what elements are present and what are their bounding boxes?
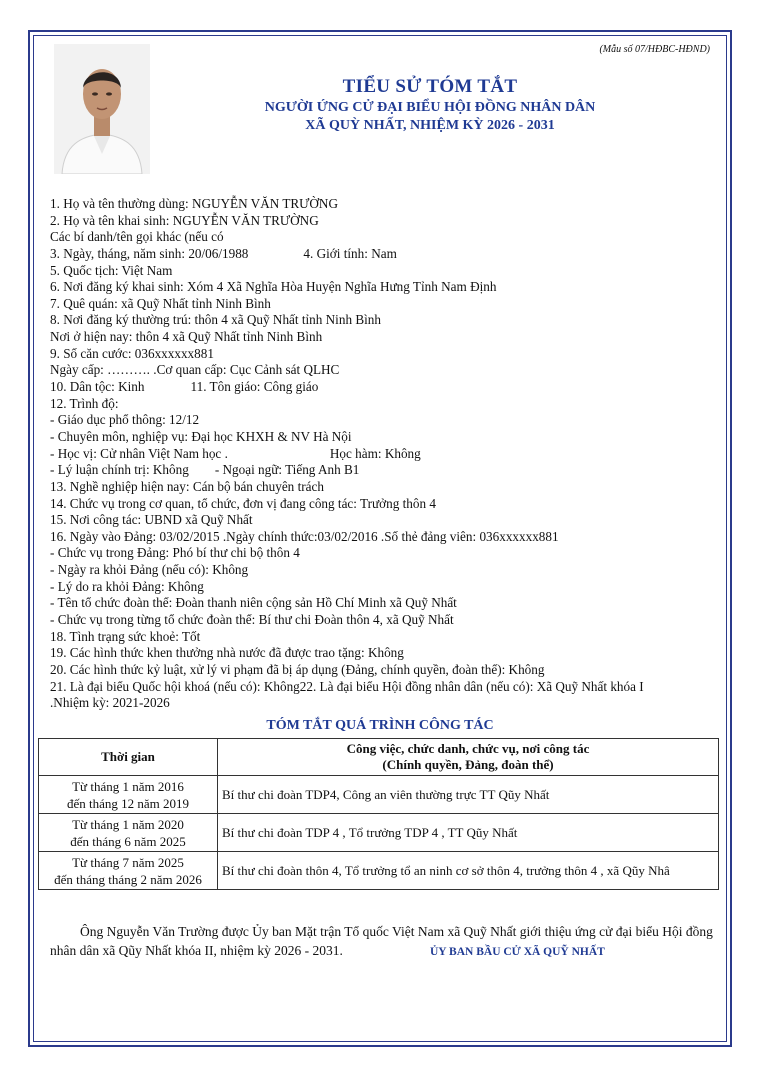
document-subtitle-2: XÃ QUỲ NHẤT, NHIỆM KỲ 2026 - 2031: [305, 118, 555, 133]
table-header-row: [39, 739, 719, 776]
field-birth-name: 2. Họ và tên khai sinh: NGUYỄN VĂN TRƯỜNG: [50, 212, 319, 228]
field-id-issue: Ngày cấp: ………. .Cơ quan cấp: Cục Cảnh sát QLHC: [50, 362, 340, 378]
biography-fields: [50, 196, 720, 712]
field-position: 14. Chức vụ trong cơ quan, tổ chức, đơn vị đang công tác: Trưởng thôn 4: [50, 495, 436, 511]
field-workplace: 15. Nơi công tác: UBND xã Quỹ Nhất: [50, 512, 253, 528]
field-permanent-residence: 8. Nơi đăng ký thường trú: thôn 4 xã Quỹ Nhất tỉnh Ninh Bình: [50, 312, 381, 328]
period-to: đến tháng 6 năm 2025: [70, 833, 186, 849]
field-awards: 19. Các hình thức khen thưởng nhà nước đã được trao tặng: Không: [50, 645, 404, 661]
table-cell-work: Bí thư chi đoàn TDP 4 , Tổ trưởng TDP 4 , TT Qũy Nhất: [218, 814, 719, 852]
field-aliases: Các bí danh/tên gọi khác (nếu có: [50, 229, 224, 245]
field-religion: 11. Tôn giáo: Công giáo: [190, 379, 319, 395]
table-cell-time: [39, 852, 218, 890]
column-header-work-line1: Công việc, chức danh, chức vụ, nơi công tác: [346, 741, 590, 756]
field-degree-rank: [50, 446, 720, 463]
field-health: 18. Tình trạng sức khoẻ: Tốt: [50, 628, 201, 644]
table-cell-time: [39, 776, 218, 814]
work-history-title: TÓM TẮT QUÁ TRÌNH CÔNG TÁC: [266, 718, 494, 733]
document-title: TIỂU SỬ TÓM TẮT: [342, 76, 518, 97]
field-union-position: - Chức vụ trong từng tổ chức đoàn thể: Bí thư chi Đoàn thôn 4, xã Quỹ Nhất: [50, 612, 454, 628]
field-education-heading: 12. Trình độ:: [50, 395, 119, 411]
candidate-photo: [54, 44, 150, 174]
field-term: .Nhiệm kỳ: 2021-2026: [50, 695, 170, 711]
field-discipline: 20. Các hình thức kỷ luật, xử lý vi phạm đã bị áp dụng (Đảng, chính quyền, đoàn thể): Không: [50, 661, 545, 677]
field-politics-language: [50, 462, 720, 479]
field-degree: - Học vị: Cử nhân Việt Nam học .: [50, 445, 228, 461]
field-birth-registration: 6. Nơi đăng ký khai sinh: Xóm 4 Xã Nghĩa Hòa Huyện Nghĩa Hưng Tỉnh Nam Định: [50, 279, 497, 295]
period-from: Từ tháng 7 năm 2025: [72, 854, 184, 870]
period-from: Từ tháng 1 năm 2016: [72, 778, 184, 794]
table-cell-work: Bí thư chi đoàn TDP4, Công an viên thường trực TT Qũy Nhất: [218, 776, 719, 814]
field-ethnicity: 10. Dân tộc: Kinh: [50, 379, 145, 395]
field-academic-rank: Học hàm: Không: [329, 445, 421, 461]
field-gender: 4. Giới tính: Nam: [303, 245, 397, 261]
column-header-time: Thời gian: [39, 739, 218, 776]
period-to: đến tháng tháng 2 năm 2026: [54, 871, 202, 887]
field-deputy-status: 21. Là đại biểu Quốc hội khoá (nếu có): Không22. Là đại biểu Hội đồng nhân dân (nếu có): Xã Quỹ Nhất khóa I: [50, 678, 644, 694]
field-specialization: - Chuyên môn, nghiệp vụ: Đại học KHXH & NV Hà Nội: [50, 428, 352, 444]
field-birth-date: 3. Ngày, tháng, năm sinh: 20/06/1988: [50, 245, 249, 261]
field-foreign-language: - Ngoại ngữ: Tiếng Anh B1: [214, 462, 360, 478]
field-common-name: 1. Họ và tên thường dùng: NGUYỄN VĂN TRƯỜNG: [50, 196, 338, 211]
field-birth-date-gender: [50, 246, 720, 263]
document-header: [230, 76, 630, 134]
period-from: Từ tháng 1 năm 2020: [72, 816, 184, 832]
table-cell-work: Bí thư chi đoàn thôn 4, Tổ trưởng tổ an ninh cơ sở thôn 4, trưởng thôn 4 , xã Qũy Nhâ: [218, 852, 719, 890]
table-row: [39, 776, 719, 814]
field-party-position: - Chức vụ trong Đảng: Phó bí thư chi bộ thôn 4: [50, 545, 300, 561]
column-header-work: [218, 739, 719, 776]
period-to: đến tháng 12 năm 2019: [66, 795, 190, 811]
field-occupation: 13. Nghề nghiệp hiện nay: Cán bộ bán chuyên trách: [50, 478, 324, 494]
work-history-table: [38, 738, 719, 890]
election-committee-signature: ỦY BAN BẦU CỬ XÃ QUỸ NHẤT: [430, 946, 605, 958]
document-subtitle-1: NGƯỜI ỨNG CỬ ĐẠI BIỂU HỘI ĐỒNG NHÂN DÂN: [264, 100, 596, 115]
column-header-work-line2: (Chính quyền, Đảng, đoàn thể): [382, 757, 554, 772]
field-party-admission: 16. Ngày vào Đảng: 03/02/2015 .Ngày chính thức:03/02/2016 .Số thẻ đảng viên: 036xxxxxx881: [50, 528, 559, 544]
field-id-number: 9. Số căn cước: 036xxxxxx881: [50, 345, 214, 361]
form-code: (Mẫu số 07/HĐBC-HĐND): [599, 44, 710, 55]
field-union-organization: - Tên tổ chức đoàn thể: Đoàn thanh niên cộng sản Hồ Chí Minh xã Quỹ Nhất: [50, 595, 457, 611]
field-hometown: 7. Quê quán: xã Quỹ Nhất tỉnh Ninh Bình: [50, 295, 271, 311]
table-row: [39, 852, 719, 890]
field-current-residence: Nơi ở hiện nay: thôn 4 xã Quỹ Nhất tỉnh Ninh Bình: [50, 329, 323, 345]
field-general-education: - Giáo dục phổ thông: 12/12: [50, 412, 200, 428]
field-ethnicity-religion: [50, 379, 720, 396]
field-nationality: 5. Quốc tịch: Việt Nam: [50, 262, 173, 278]
nomination-statement: Ông Nguyễn Văn Trường được Ủy ban Mặt trận Tổ quốc Việt Nam xã Quỹ Nhất giới thiệu ứng cử đại biểu Hội đồng nhân dân xã Qũy Nhất khóa II, nhiệm kỳ 2026 - 2031.: [50, 924, 713, 958]
table-row: [39, 814, 719, 852]
field-party-leave-date: - Ngày ra khỏi Đảng (nếu có): Không: [50, 562, 249, 578]
field-political-theory: - Lý luận chính trị: Không: [50, 462, 189, 478]
table-cell-time: [39, 814, 218, 852]
field-party-leave-reason: - Lý do ra khỏi Đảng: Không: [50, 578, 204, 594]
